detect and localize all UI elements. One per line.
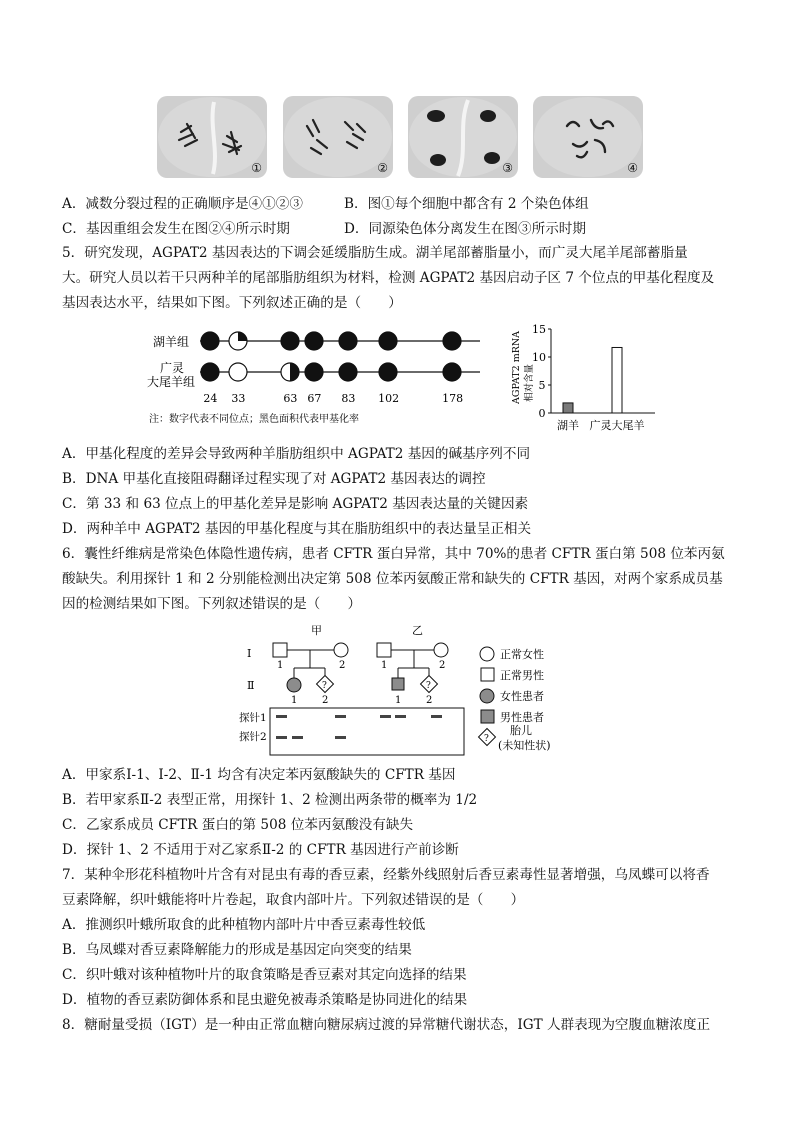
svg-text:2: 2 (426, 695, 433, 706)
chart-ylabel-1: AGPAT2 mRNA (511, 330, 522, 404)
site-label-102: 102 (378, 392, 400, 405)
svg-text:1: 1 (395, 695, 402, 706)
q4-option-a: A．减数分裂过程的正确顺序是④①②③ (62, 196, 303, 212)
q4-option-d: D．同源染色体分离发生在图③所示时期 (344, 221, 586, 237)
generation-1-label: Ⅰ (247, 647, 252, 660)
micrograph-label: ③ (502, 161, 513, 175)
guangling-site-178 (443, 363, 461, 381)
q5-option-a: A．甲基化程度的差异会导致两种羊脂肪组织中 AGPAT2 基因的碱基序列不同 (62, 446, 531, 462)
probe-2-label: 探针2 (239, 731, 267, 743)
jia-II1-affected-female (287, 678, 301, 692)
guangling-site-33 (229, 363, 247, 381)
chart-ylabel-2: 相对含量 (524, 363, 535, 402)
bar-huyang (563, 403, 573, 413)
svg-text:1: 1 (277, 660, 284, 671)
y-tick-label: 5 (538, 379, 546, 392)
pedigree-figure (230, 620, 570, 760)
q8-stem-line-1: 8．糖耐量受损（IGT）是一种由正常血糖向糖尿病过渡的异常糖代谢状态，IGT 人群表现为空腹血糖浓度正 (62, 1017, 711, 1033)
site-label-63: 63 (283, 392, 298, 405)
legend-normal-male-symbol (481, 668, 494, 681)
q6-stem-line-2: 酸缺失。利用探针 1 和 2 分别能检测出决定第 508 位苯丙氨酸正常和缺失的 CFTR 基因，对两个家系成员基 (62, 571, 723, 587)
row-label-huyang: 湖羊组 (153, 335, 190, 349)
micrograph-3 (408, 96, 518, 178)
q4-option-c: C．基因重组会发生在图②④所示时期 (62, 221, 290, 237)
legend-normal-female: 正常女性 (500, 648, 544, 661)
svg-text:1: 1 (381, 660, 388, 671)
guangling-site-102 (379, 363, 397, 381)
site-labels (203, 392, 463, 405)
guangling-site-83 (339, 363, 357, 381)
row-label-guangling-2: 大尾羊组 (147, 375, 196, 389)
q4-option-b: B．图①每个细胞中都含有 2 个染色体组 (344, 196, 589, 212)
q6-option-d: D．探针 1、2 不适用于对乙家系Ⅱ-2 的 CFTR 基因进行产前诊断 (62, 842, 459, 858)
jia-I1-normal-male (273, 643, 287, 657)
q6-option-a: A．甲家系Ⅰ-1、Ⅰ-2、Ⅱ-1 均含有决定苯丙氨酸缺失的 CFTR 基因 (62, 767, 456, 783)
q6-stem-line-3: 因的检测结果如下图。下列叙述错误的是（ ） (62, 596, 362, 612)
site-label-83: 83 (341, 392, 356, 405)
methylation-figure (140, 322, 500, 432)
family-label-yi: 乙 (412, 624, 423, 637)
huyang-site-33-fill (238, 332, 247, 341)
legend-affected-male: 男性患者 (500, 711, 544, 724)
svg-text:2: 2 (439, 660, 446, 671)
svg-text:?: ? (426, 681, 431, 691)
huyang-site-63 (281, 332, 299, 350)
svg-text:2: 2 (322, 695, 329, 706)
q5-stem-line-3: 基因表达水平，结果如下图。下列叙述正确的是（ ） (62, 295, 402, 311)
q5-stem-line-2: 大。研究人员以若干只两种羊的尾部脂肪组织为材料，检测 AGPAT2 基因启动子区 7 个位点的甲基化程度及 (62, 270, 715, 286)
q6-option-b: B．若甲家系Ⅱ-2 表型正常，用探针 1、2 检测出两条带的概率为 1/2 (62, 792, 478, 808)
q6-stem-line-1: 6．囊性纤维病是常染色体隐性遗传病，患者 CFTR 蛋白异常，其中 70%的患者 CFTR 蛋白第 508 位苯丙氨 (62, 546, 725, 562)
q6-option-c: C．乙家系成员 CFTR 蛋白的第 508 位苯丙氨酸没有缺失 (62, 817, 414, 833)
micrograph-label: ② (377, 161, 388, 175)
jia-I2-normal-female (334, 643, 348, 657)
micrograph-label: ① (251, 161, 262, 175)
huyang-site-24 (201, 332, 219, 350)
svg-text:1: 1 (291, 695, 298, 706)
family-label-jia: 甲 (311, 624, 322, 637)
category-label: 湖羊 (557, 419, 579, 432)
q7-option-b: B．乌凤蝶对香豆素降解能力的形成是基因定向突变的结果 (62, 942, 412, 958)
y-tick-label: 0 (538, 407, 546, 420)
q7-stem-line-1: 7．某种伞形花科植物叶片含有对昆虫有毒的香豆素，经紫外线照射后香豆素毒性显著增强，乌凤蝶可以将香 (62, 867, 710, 883)
yi-I2-normal-female (434, 643, 448, 657)
huyang-site-102 (379, 332, 397, 350)
legend-normal-male: 正常男性 (500, 669, 544, 682)
probe-1-label: 探针1 (239, 712, 267, 724)
legend-affected-male-symbol (481, 710, 494, 723)
huyang-site-67 (305, 332, 323, 350)
legend-affected-female-symbol (480, 689, 494, 703)
svg-text:?: ? (484, 734, 489, 744)
fetus-question-mark: ? (322, 681, 327, 691)
guangling-site-24 (201, 363, 219, 381)
q7-stem-line-2: 豆素降解，织叶蛾能将叶片卷起，取食内部叶片。下列叙述错误的是（ ） (62, 892, 525, 908)
legend-unknown-trait: (未知性状) (498, 739, 551, 752)
q7-option-a: A．推测织叶蛾所取食的此种植物内部叶片中香豆素毒性较低 (62, 917, 426, 933)
q5-option-c: C．第 33 和 63 位点上的甲基化差异是影响 AGPAT2 基因表达量的关键因素 (62, 496, 529, 512)
y-tick-label: 15 (532, 323, 546, 336)
mrna-bar-chart (505, 322, 675, 434)
q5-stem-line-1: 5．研究发现，AGPAT2 基因表达的下调会延缓脂肪生成。湖羊尾部蓄脂量小，而广灵大尾羊尾部蓄脂量 (62, 245, 688, 261)
yi-I1-normal-male (377, 643, 391, 657)
svg-text:2: 2 (339, 660, 346, 671)
figure-note: 注：数字代表不同位点；黑色面积代表甲基化率 (149, 414, 359, 425)
guangling-site-63-fill (290, 363, 299, 381)
yi-II1-affected-male (392, 678, 404, 690)
generation-2-label: Ⅱ (247, 679, 255, 692)
legend-normal-female-symbol (480, 647, 494, 661)
site-label-24: 24 (203, 392, 218, 405)
q7-option-c: C．织叶蛾对该种植物叶片的取食策略是香豆素对其定向选择的结果 (62, 967, 467, 983)
micrograph-label: ④ (627, 161, 638, 175)
site-label-67: 67 (307, 392, 322, 405)
legend-affected-female: 女性患者 (500, 690, 544, 703)
category-label: 广灵大尾羊 (589, 419, 645, 432)
q5-option-d: D．两种羊中 AGPAT2 基因的甲基化程度与其在脂肪组织中的表达量呈正相关 (62, 521, 532, 537)
micrograph-1 (157, 96, 267, 178)
micrograph-4 (533, 96, 643, 178)
huyang-site-178 (443, 332, 461, 350)
q5-option-b: B．DNA 甲基化直接阻碍翻译过程实现了对 AGPAT2 基因表达的调控 (62, 471, 486, 487)
guangling-site-67 (305, 363, 323, 381)
row-label-guangling-1: 广灵 (160, 361, 185, 375)
micrograph-2 (283, 96, 393, 178)
site-label-33: 33 (231, 392, 246, 405)
q7-option-d: D．植物的香豆素防御体系和昆虫避免被毒杀策略是协同进化的结果 (62, 992, 468, 1008)
bar-guangling (612, 347, 622, 413)
site-label-178: 178 (442, 392, 464, 405)
y-tick-label: 10 (532, 351, 546, 364)
legend-fetus: 胎儿 (510, 724, 532, 737)
huyang-site-83 (339, 332, 357, 350)
